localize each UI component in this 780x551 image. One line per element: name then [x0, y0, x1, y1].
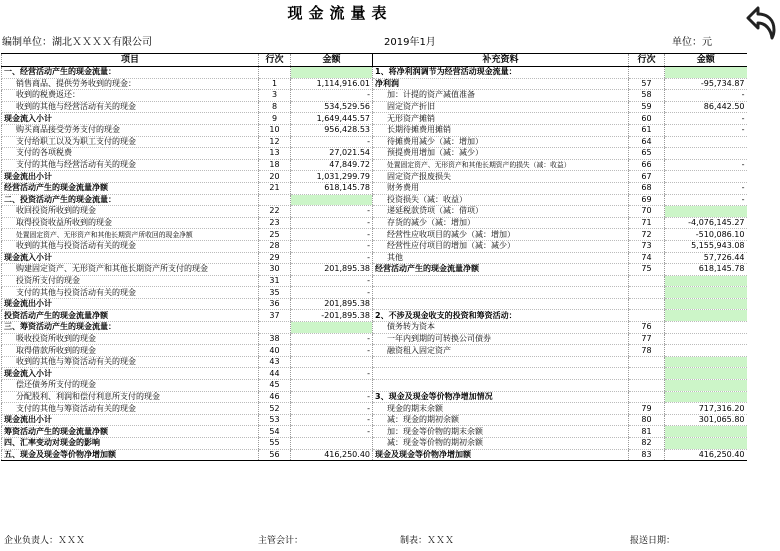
cell-amount: 618,145.78 — [291, 182, 373, 194]
cell-supp-line-number: 73 — [629, 240, 665, 252]
cell-supp-line-number: 66 — [629, 159, 665, 171]
cell-supp-item — [373, 275, 629, 287]
company-name: 编制单位：湖北ＸＸＸＸ有限公司 — [2, 37, 152, 48]
cell-supp-amount: 57,726.44 — [665, 252, 747, 264]
table-row — [2, 356, 747, 368]
cell-amount: 956,428.53 — [291, 124, 373, 136]
cell-amount: - — [291, 414, 373, 426]
cell-supp-line-number: 80 — [629, 414, 665, 426]
cell-item: 收到的其他与经营活动有关的现金 — [2, 101, 259, 113]
cell-supp-item: 2、不涉及现金收支的投资和筹资活动： — [373, 310, 629, 322]
cell-line-number: 28 — [259, 240, 291, 252]
cell-supp-item: 固定资产折旧 — [373, 101, 629, 113]
cell-amount: 1,031,299.79 — [291, 171, 373, 183]
cell-amount: - — [291, 240, 373, 252]
cell-supp-item — [373, 368, 629, 380]
cell-amount: 47,849.72 — [291, 159, 373, 171]
cell-amount: 534,529.56 — [291, 101, 373, 113]
cell-item: 吸收投资所收到的现金 — [2, 333, 259, 345]
cell-amount: 201,895.38 — [291, 298, 373, 310]
col-header-amount: 金额 — [291, 54, 373, 67]
cell-supp-item — [373, 287, 629, 299]
cell-item: 现金流出小计 — [2, 171, 259, 183]
table-row — [2, 298, 747, 310]
table-row — [2, 182, 747, 194]
cash-flow-table — [1, 53, 747, 461]
cell-item: 处置固定资产、无形资产和其他长期资产所收回的现金净额 — [2, 229, 259, 241]
cell-supp-amount — [665, 345, 747, 357]
cell-item: 四、汇率变动对现金的影响 — [2, 438, 259, 450]
table-header-row — [2, 54, 747, 67]
cell-supp-line-number — [629, 368, 665, 380]
cell-item: 现金流出小计 — [2, 298, 259, 310]
cell-amount — [291, 356, 373, 368]
cell-line-number: 10 — [259, 124, 291, 136]
cell-supp-item: 一年内到期的可转换公司债券 — [373, 333, 629, 345]
cell-amount: - — [291, 287, 373, 299]
cell-amount: - — [291, 403, 373, 415]
table-row — [2, 171, 747, 183]
cell-supp-amount — [665, 391, 747, 403]
cell-item: 五、现金及现金等价物净增加额 — [2, 449, 259, 461]
currency-unit: 单位：元 — [672, 37, 712, 48]
cell-supp-line-number: 79 — [629, 403, 665, 415]
cell-supp-item: 经营活动产生的现金流量净额 — [373, 264, 629, 276]
cell-supp-line-number: 83 — [629, 449, 665, 461]
cell-amount — [291, 438, 373, 450]
cell-amount: 27,021.54 — [291, 148, 373, 160]
table-row — [2, 90, 747, 102]
cell-supp-item: 债务转为资本 — [373, 322, 629, 334]
cell-line-number — [259, 194, 291, 206]
cell-supp-amount: -4,076,145.27 — [665, 217, 747, 229]
cell-supp-line-number: 57 — [629, 78, 665, 90]
table-row — [2, 438, 747, 450]
cell-item: 购买商品接受劳务支付的现金 — [2, 124, 259, 136]
cell-item: 收到的税费返还： — [2, 90, 259, 102]
cell-item: 销售商品、提供劳务收到的现金： — [2, 78, 259, 90]
cell-line-number: 13 — [259, 148, 291, 160]
footer-preparer: 制表：ＸＸＸ — [400, 536, 455, 546]
cell-supp-item: 融资租入固定资产 — [373, 345, 629, 357]
cell-supp-amount — [665, 426, 747, 438]
cell-amount: - — [291, 229, 373, 241]
cell-supp-item — [373, 380, 629, 392]
table-row — [2, 252, 747, 264]
cell-line-number: 30 — [259, 264, 291, 276]
cell-supp-amount: - — [665, 159, 747, 171]
cell-amount: - — [291, 345, 373, 357]
cell-amount: -201,895.38 — [291, 310, 373, 322]
cell-supp-line-number: 60 — [629, 113, 665, 125]
cell-supp-line-number: 70 — [629, 206, 665, 218]
cell-supp-amount: -95,734.87 — [665, 78, 747, 90]
page-title: 现金流量表 — [287, 4, 393, 22]
cell-amount — [291, 194, 373, 206]
table-row — [2, 414, 747, 426]
table-row — [2, 264, 747, 276]
cell-supp-line-number: 77 — [629, 333, 665, 345]
table-row — [2, 333, 747, 345]
cell-amount: 201,895.38 — [291, 264, 373, 276]
cell-supp-line-number — [629, 287, 665, 299]
cell-amount — [291, 67, 373, 79]
cell-line-number: 46 — [259, 391, 291, 403]
table-row — [2, 287, 747, 299]
cell-line-number: 18 — [259, 159, 291, 171]
cell-amount: - — [291, 275, 373, 287]
cell-supp-amount — [665, 298, 747, 310]
cell-supp-line-number — [629, 298, 665, 310]
table-row — [2, 194, 747, 206]
cell-line-number — [259, 322, 291, 334]
cell-supp-item: 预提费用增加（减：减少） — [373, 148, 629, 160]
cell-supp-line-number: 58 — [629, 90, 665, 102]
cell-line-number: 37 — [259, 310, 291, 322]
cell-supp-item: 存货的减少（减：增加） — [373, 217, 629, 229]
table-row — [2, 391, 747, 403]
cell-item: 分配股利、利润和偿付利息所支付的现金 — [2, 391, 259, 403]
table-row — [2, 124, 747, 136]
cell-line-number: 55 — [259, 438, 291, 450]
back-button[interactable] — [744, 4, 778, 40]
col-header-item: 项目 — [2, 54, 259, 67]
cell-line-number: 31 — [259, 275, 291, 287]
table-row — [2, 240, 747, 252]
cell-supp-item: 加：计提的资产减值准备 — [373, 90, 629, 102]
cell-item: 支付的其他与经营活动有关的现金 — [2, 159, 259, 171]
cell-item: 现金流入小计 — [2, 252, 259, 264]
cell-supp-amount — [665, 322, 747, 334]
col-header-supp: 补充资料 — [373, 54, 629, 67]
cell-supp-line-number: 68 — [629, 182, 665, 194]
cell-supp-line-number — [629, 391, 665, 403]
cell-line-number: 35 — [259, 287, 291, 299]
cell-line-number: 8 — [259, 101, 291, 113]
table-row — [2, 229, 747, 241]
table-row — [2, 380, 747, 392]
table-row — [2, 136, 747, 148]
cell-supp-amount: - — [665, 90, 747, 102]
cell-supp-line-number: 81 — [629, 426, 665, 438]
table-row — [2, 206, 747, 218]
table-row — [2, 310, 747, 322]
cell-supp-line-number: 67 — [629, 171, 665, 183]
cell-item: 筹资活动产生的现金流量净额 — [2, 426, 259, 438]
cell-item: 支付的其他与筹资活动有关的现金 — [2, 403, 259, 415]
cell-supp-amount: - — [665, 113, 747, 125]
back-arrow-icon — [744, 4, 778, 40]
cell-supp-line-number: 59 — [629, 101, 665, 113]
cell-item: 现金流入小计 — [2, 368, 259, 380]
cell-amount: - — [291, 206, 373, 218]
cell-supp-amount: -510,086.10 — [665, 229, 747, 241]
footer-supervisor: 主管会计： — [258, 536, 304, 546]
cell-supp-item — [373, 298, 629, 310]
cell-item: 二、投资活动产生的现金流量： — [2, 194, 259, 206]
cell-item: 收到的其他与投资活动有关的现金 — [2, 240, 259, 252]
cell-supp-amount: - — [665, 124, 747, 136]
cell-amount: - — [291, 426, 373, 438]
footer-report-date: 报送日期： — [630, 536, 676, 546]
cell-supp-item: 减：现金等价物的期初余额 — [373, 438, 629, 450]
cell-line-number: 44 — [259, 368, 291, 380]
footer-leader: 企业负责人：ＸＸＸ — [4, 536, 86, 546]
table-row — [2, 403, 747, 415]
cell-supp-amount — [665, 171, 747, 183]
cell-amount: 416,250.40 — [291, 449, 373, 461]
cell-amount: - — [291, 391, 373, 403]
cell-supp-item: 待摊费用减少（减：增加） — [373, 136, 629, 148]
cell-supp-amount: 86,442.50 — [665, 101, 747, 113]
cell-line-number: 22 — [259, 206, 291, 218]
cell-supp-item: 固定资产报废损失 — [373, 171, 629, 183]
cell-supp-amount — [665, 275, 747, 287]
cell-amount: - — [291, 136, 373, 148]
cell-supp-line-number: 75 — [629, 264, 665, 276]
cell-supp-amount — [665, 287, 747, 299]
cell-line-number: 53 — [259, 414, 291, 426]
cell-item: 支付给职工以及为职工支付的现金 — [2, 136, 259, 148]
cell-amount: - — [291, 252, 373, 264]
cell-supp-item: 现金的期末余额 — [373, 403, 629, 415]
cell-supp-amount — [665, 136, 747, 148]
cell-supp-amount — [665, 438, 747, 450]
cell-item: 一、经营活动产生的现金流量： — [2, 67, 259, 79]
cell-supp-amount: - — [665, 182, 747, 194]
cell-supp-amount — [665, 356, 747, 368]
cell-item: 取得借款所收到的现金 — [2, 345, 259, 357]
report-meta — [0, 36, 740, 50]
cell-supp-line-number — [629, 275, 665, 287]
cell-amount: - — [291, 368, 373, 380]
cell-supp-amount: 416,250.40 — [665, 449, 747, 461]
table-row — [2, 345, 747, 357]
cell-supp-item: 经营性应付项目的增加（减：减少） — [373, 240, 629, 252]
cell-line-number: 29 — [259, 252, 291, 264]
report-period: 2019年1月 — [384, 37, 436, 48]
cell-supp-item: 净利润 — [373, 78, 629, 90]
cell-item: 投资活动产生的现金流量净额 — [2, 310, 259, 322]
cell-line-number: 23 — [259, 217, 291, 229]
cell-supp-line-number — [629, 67, 665, 79]
cell-line-number: 12 — [259, 136, 291, 148]
cell-supp-amount — [665, 333, 747, 345]
cell-line-number: 40 — [259, 345, 291, 357]
cell-supp-line-number: 82 — [629, 438, 665, 450]
cell-supp-amount — [665, 206, 747, 218]
cell-supp-amount — [665, 310, 747, 322]
cell-supp-item: 现金及现金等价物净增加额 — [373, 449, 629, 461]
cell-supp-item — [373, 356, 629, 368]
table-row — [2, 101, 747, 113]
cell-item: 三、筹资活动产生的现金流量： — [2, 322, 259, 334]
col-header-amount2: 金额 — [665, 54, 747, 67]
cell-supp-item: 财务费用 — [373, 182, 629, 194]
table-row — [2, 113, 747, 125]
cell-supp-item: 递延税款贷项（减：借项） — [373, 206, 629, 218]
cell-supp-amount — [665, 148, 747, 160]
cell-item: 现金流入小计 — [2, 113, 259, 125]
table-row — [2, 449, 747, 461]
table-row — [2, 217, 747, 229]
cell-supp-amount: 5,155,943.08 — [665, 240, 747, 252]
table-row — [2, 148, 747, 160]
cell-supp-item: 3、现金及现金等价物净增加情况 — [373, 391, 629, 403]
cell-supp-item: 经营性应收项目的减少（减：增加） — [373, 229, 629, 241]
cell-item: 经营活动产生的现金流量净额 — [2, 182, 259, 194]
cell-supp-item: 投资损失（减：收益） — [373, 194, 629, 206]
cell-supp-line-number: 78 — [629, 345, 665, 357]
cell-line-number: 9 — [259, 113, 291, 125]
table-row — [2, 275, 747, 287]
col-header-num2: 行次 — [629, 54, 665, 67]
cell-line-number: 43 — [259, 356, 291, 368]
cell-item: 收到的其他与筹资活动有关的现金 — [2, 356, 259, 368]
cell-item: 偿还债务所支付的现金 — [2, 380, 259, 392]
cell-item: 现金流出小计 — [2, 414, 259, 426]
cell-supp-item: 1、将净利润调节为经营活动现金流量： — [373, 67, 629, 79]
cell-amount — [291, 322, 373, 334]
cell-supp-amount: 301,065.80 — [665, 414, 747, 426]
cell-supp-amount — [665, 380, 747, 392]
cell-item: 投资所支付的现金 — [2, 275, 259, 287]
cell-supp-amount: - — [665, 194, 747, 206]
cell-supp-item: 无形资产摊销 — [373, 113, 629, 125]
cell-line-number: 25 — [259, 229, 291, 241]
cell-supp-line-number: 64 — [629, 136, 665, 148]
cell-amount — [291, 380, 373, 392]
cell-supp-item: 减：现金的期初余额 — [373, 414, 629, 426]
cell-supp-line-number: 65 — [629, 148, 665, 160]
cell-supp-line-number: 72 — [629, 229, 665, 241]
cell-amount: - — [291, 90, 373, 102]
cell-supp-line-number — [629, 310, 665, 322]
cell-item: 取得投资收益所收到的现金 — [2, 217, 259, 229]
cell-line-number: 52 — [259, 403, 291, 415]
cell-item: 支付的各项税费 — [2, 148, 259, 160]
cell-line-number: 20 — [259, 171, 291, 183]
cell-amount: - — [291, 333, 373, 345]
cell-line-number: 21 — [259, 182, 291, 194]
cell-supp-line-number: 61 — [629, 124, 665, 136]
signature-footer — [0, 534, 780, 548]
cell-supp-item: 其他 — [373, 252, 629, 264]
cell-amount: 1,114,916.01 — [291, 78, 373, 90]
cell-supp-amount — [665, 67, 747, 79]
cell-supp-line-number — [629, 356, 665, 368]
cell-item: 支付的其他与投资活动有关的现金 — [2, 287, 259, 299]
table-row — [2, 67, 747, 79]
cell-line-number: 56 — [259, 449, 291, 461]
table-row — [2, 368, 747, 380]
col-header-num: 行次 — [259, 54, 291, 67]
table-row — [2, 159, 747, 171]
cell-supp-line-number: 69 — [629, 194, 665, 206]
cell-line-number: 1 — [259, 78, 291, 90]
table-row — [2, 322, 747, 334]
cell-supp-item: 处置固定资产、无形资产和其他长期资产的损失（减：收益） — [373, 159, 629, 171]
cell-line-number: 36 — [259, 298, 291, 310]
cell-line-number — [259, 67, 291, 79]
cell-line-number: 54 — [259, 426, 291, 438]
cell-supp-line-number: 71 — [629, 217, 665, 229]
cell-supp-amount: 618,145.78 — [665, 264, 747, 276]
cell-line-number: 3 — [259, 90, 291, 102]
cell-item: 购建固定资产、无形资产和其他长期资产所支付的现金 — [2, 264, 259, 276]
cell-supp-amount: 717,316.20 — [665, 403, 747, 415]
cell-supp-item: 长期待摊费用摊销 — [373, 124, 629, 136]
table-row — [2, 426, 747, 438]
cell-item: 收回投资所收到的现金 — [2, 206, 259, 218]
cell-line-number: 45 — [259, 380, 291, 392]
table-row — [2, 78, 747, 90]
cell-supp-line-number: 74 — [629, 252, 665, 264]
cell-supp-line-number — [629, 380, 665, 392]
cell-supp-line-number: 76 — [629, 322, 665, 334]
cell-supp-item: 加：现金等价物的期末余额 — [373, 426, 629, 438]
cell-supp-amount — [665, 368, 747, 380]
cell-amount: 1,649,445.57 — [291, 113, 373, 125]
cell-line-number: 38 — [259, 333, 291, 345]
cell-amount: - — [291, 217, 373, 229]
